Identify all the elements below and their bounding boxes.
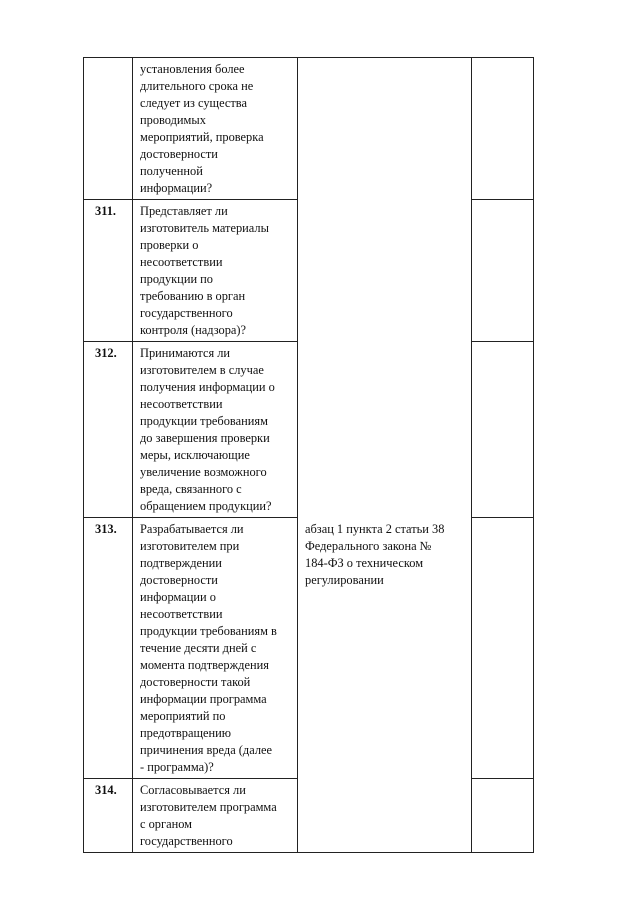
question-line: обращением продукции? [140,499,272,513]
question-line: - программа)? [140,760,214,774]
question-line: Согласовывается ли [140,783,246,797]
question-line: мероприятий по [140,709,226,723]
question-line: до завершения проверки [140,431,270,445]
question-line: момента подтверждения [140,658,269,672]
table-row [84,58,534,200]
question-line: несоответствии [140,255,223,269]
question-line: информации? [140,181,213,195]
reference-cell [298,58,472,200]
table-row [84,342,534,518]
reference-cell [298,518,472,779]
table-row [84,779,534,853]
question-line: Разрабатывается ли [140,522,244,536]
question-line: изготовитель материалы [140,221,269,235]
question-line: полученной [140,164,203,178]
note-cell [472,518,534,779]
question-cell [133,342,298,518]
checklist-table-body [84,58,534,853]
question-line: проверки о [140,238,199,252]
reference-cell [298,779,472,853]
note-cell [472,342,534,518]
question-line: достоверности такой [140,675,251,689]
question-line: несоответствии [140,607,223,621]
question-line: Принимаются ли [140,346,231,360]
checklist-table [83,57,534,853]
question-line: информации программа [140,692,267,706]
question-line: установления более [140,62,245,76]
table-row [84,200,534,342]
question-cell [133,200,298,342]
note-cell [472,200,534,342]
question-line: достоверности [140,573,218,587]
question-line: продукции требованиям в [140,624,277,638]
reference-cell [298,342,472,518]
question-line: подтверждении [140,556,222,570]
question-line: государственного [140,834,233,848]
question-line: изготовителем программа [140,800,277,814]
question-cell [133,58,298,200]
question-line: с органом [140,817,193,831]
question-line: изготовителем при [140,539,240,553]
reference-line: абзац 1 пункта 2 статьи 38 [305,521,445,536]
question-cell [133,779,298,853]
question-line: проводимых [140,113,206,127]
question-line: государственного [140,306,233,320]
question-line: требованию в орган [140,289,246,303]
question-line: длительного срока не [140,79,254,93]
note-cell [472,779,534,853]
table-row [84,518,534,779]
question-line: вреда, связанного с [140,482,242,496]
question-line: следует из существа [140,96,247,110]
reference-line: Федерального закона № [305,538,432,553]
question-line: информации о [140,590,216,604]
question-line: меры, исключающие [140,448,250,462]
row-number: 313. [84,518,133,779]
question-line: несоответствии [140,397,223,411]
question-line: течение десяти дней с [140,641,257,655]
question-line: продукции по [140,272,214,286]
row-number [84,58,133,200]
question-line: достоверности [140,147,218,161]
question-line: мероприятий, проверка [140,130,264,144]
reference-line: 184-ФЗ о техническом [305,555,424,570]
question-line: увеличение возможного [140,465,267,479]
question-line: контроля (надзора)? [140,323,247,337]
reference-cell [298,200,472,342]
row-number: 312. [84,342,133,518]
row-number: 314. [84,779,133,853]
question-line: Представляет ли [140,204,228,218]
row-number: 311. [84,200,133,342]
question-line: получения информации о [140,380,275,394]
note-cell [472,58,534,200]
question-line: продукции требованиям [140,414,268,428]
question-line: изготовителем в случае [140,363,264,377]
reference-line: регулировании [305,572,384,587]
question-cell [133,518,298,779]
question-line: предотвращению [140,726,232,740]
question-line: причинения вреда (далее [140,743,273,757]
